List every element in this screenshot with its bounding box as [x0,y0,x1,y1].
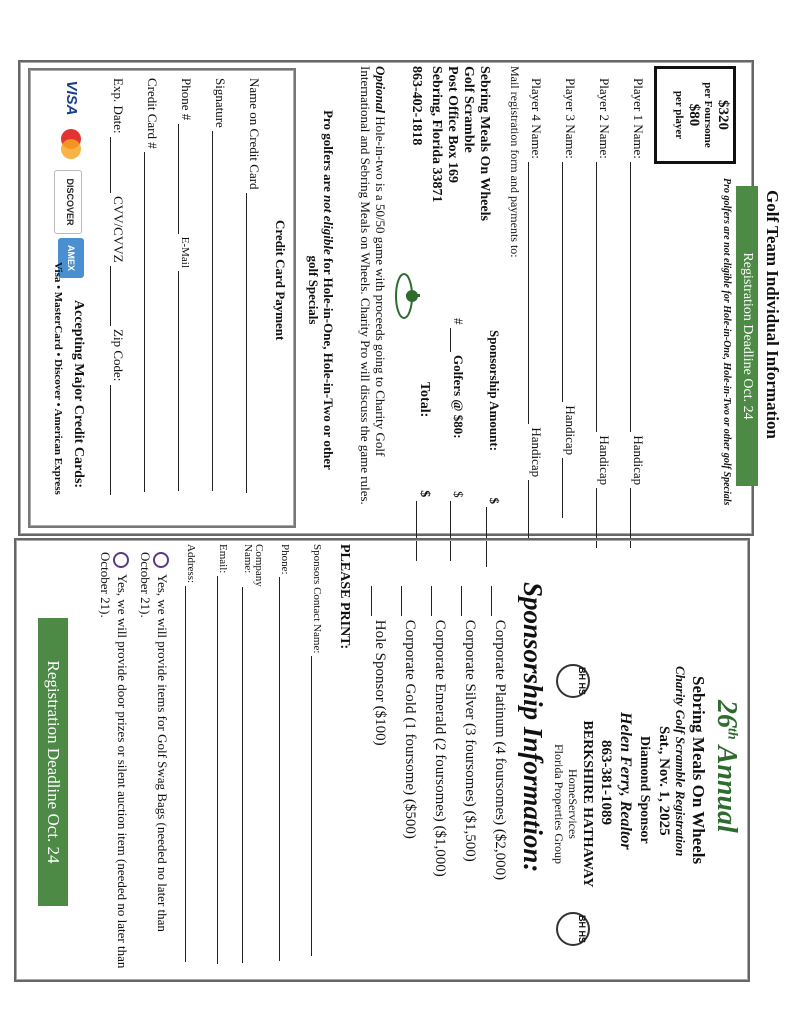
company-name-label: Company Name: [242,544,265,587]
event-date: Sat., Nov. 1, 2025 [656,726,672,836]
contact-phone-label: Phone: [279,544,291,575]
level-row-3 [431,586,448,877]
player-3-name-field[interactable] [562,162,577,402]
player-4-label: Player 4 Name: [529,78,544,159]
pro-repeat-a: Pro golfers are [321,110,336,192]
swag-option-text: Yes, we will provide items for Golf Swag Bags (needed no later than October 21). [137,552,170,932]
contact-email-row [217,544,232,964]
golf-logo [394,272,422,320]
sponsor-phone: 863-381-1089 [598,740,614,825]
sponsorship-dollar: $ [487,497,502,505]
pro-notice-repeat [306,100,336,480]
player-2-label: Player 2 Name: [597,78,612,159]
sponsor-name: Helen Ferry, Realtor [617,712,634,850]
player-2-name-field[interactable] [596,162,611,432]
option-door-prize[interactable] [98,552,130,972]
right-deadline-bar [38,618,68,906]
annual-number: 26 [711,700,742,728]
company-line-3: Florida Properties Group [552,744,566,864]
player-4-handicap-field[interactable] [528,480,543,540]
cc-exp-row [110,78,126,495]
price-box [654,66,736,164]
foursome-label: per Foursome [702,82,714,148]
level-1-label: Corporate Platinum (4 foursomes) ($2,000) [492,619,508,881]
sponsorship-heading: Sponsorship Information: [518,582,548,873]
optional-word: Optional [373,66,388,113]
golfers-count-field[interactable] [450,328,465,352]
level-row-1 [491,586,508,880]
cc-phone-row [178,78,194,491]
contact-email-label: Email: [217,544,229,574]
level-5-field[interactable] [371,586,386,616]
foursome-price: $320 [715,100,731,130]
total-label: Total: [417,382,432,418]
contact-phone-row [279,544,294,961]
accepting-title: Accepting Major Credit Cards: [71,300,86,489]
player-3-label: Player 3 Name: [563,78,578,159]
discover-logo: DISCOVER [54,170,82,234]
contact-address-row [185,544,200,962]
bhhs-logo-left: BH HS [556,664,590,698]
pro-repeat-b: for Hole-in-One, Hole-in-Two or other golf Specials [306,255,336,470]
cc-name-field[interactable] [246,193,261,493]
optional-text: Hole-in-two is a 50/50 game with proceeds going to Charity Golf International and Sebring Meals on Wheels. Charity Pro will discuss the game rules. [358,66,388,505]
door-prize-option-text: Yes, we will provide door prizes or silent auction item (needed no later than October 21). [97,552,130,969]
contact-name-label: Sponsors Contact Name: [311,544,323,654]
contact-address-label: Address: [185,544,197,584]
level-row-5 [371,586,388,746]
player-3-handicap-field[interactable] [562,458,577,518]
cc-exp-label: Exp. Date: [111,78,126,134]
company-block [552,704,594,904]
player-3-row [562,78,578,518]
sponsorship-amount-row [486,330,502,567]
address-line-3: Post Office Box 169 [445,66,460,184]
level-3-field[interactable] [431,586,446,616]
player-1-handicap: Handicap [631,435,646,486]
golfers-hash: # [451,318,466,325]
address-line-2: Golf Scramble [461,66,476,153]
cc-name-label: Name on Credit Card [247,78,262,190]
mailing-address [408,66,492,221]
pro-repeat-not: not eligible [321,195,336,255]
cc-phone-label: Phone # [179,78,194,121]
cc-phone-field[interactable] [178,124,193,234]
level-2-field[interactable] [461,586,476,616]
right-deadline-text: Registration Deadline Oct. 24 [44,660,63,864]
contact-name-row [311,544,326,956]
cc-email-field[interactable] [178,271,193,491]
golfers-dollar: $ [451,491,466,498]
cc-email-label: E-Mail [179,236,191,268]
golfers-row [450,318,466,561]
contact-email-field[interactable] [217,576,232,964]
accepting-list: Visa • MasterCard • Discover • American Express [52,262,64,495]
cc-signature-row [212,78,228,491]
player-4-name-field[interactable] [528,162,543,424]
optional-paragraph [358,66,388,516]
player-2-row [596,78,612,548]
total-row [416,382,432,561]
player-price: $80 [686,103,702,127]
golfers-label: Golfers @ $80: [451,355,466,439]
cc-cvv-field[interactable] [110,266,125,326]
sponsorship-amount-label: Sponsorship Amount: [487,330,502,452]
address-line-4: Sebring, Florida 33871 [429,66,444,203]
cc-signature-label: Signature [213,78,228,128]
please-print: PLEASE PRINT: [337,544,352,650]
player-4-handicap: Handicap [529,427,544,478]
annual-suffix: th [724,728,740,740]
left-deadline-text: Registration Deadline Oct. 24 [740,252,755,420]
cc-name-row [246,78,262,493]
player-4-row [528,78,544,540]
event-name: Charity Golf Scramble Registration [673,666,688,857]
player-3-handicap: Handicap [563,405,578,456]
annual-word: Annual [711,745,742,833]
mastercard-logo [58,124,84,164]
cc-card-label: Credit Card # [145,78,160,149]
swag-radio-icon[interactable] [153,552,169,568]
company-name-row [242,544,264,963]
visa-logo: VISA [58,78,84,118]
company-line-1: BERKSHIRE HATHAWAY [580,720,595,888]
annual-heading [710,700,742,833]
cc-card-row [144,78,160,492]
total-dollar: $ [417,490,432,498]
cc-exp-field[interactable] [110,137,125,193]
cc-card-field[interactable] [144,152,159,492]
player-2-handicap: Handicap [597,435,612,486]
cc-title: Credit Card Payment [273,220,288,341]
pro-notice-top: Pro golfers are not eligible for Hole-in-One, Hole-in-Two or other golf Specials [721,178,732,506]
address-line-1: Sebring Meals On Wheels [477,66,492,221]
door-prize-radio-icon[interactable] [113,552,129,568]
company-line-2: HomeServices [566,769,580,839]
level-1-field[interactable] [491,586,506,616]
contact-name-field[interactable] [311,656,326,956]
level-3-label: Corporate Emerald (2 foursomes) ($1,000) [432,619,448,877]
org-name: Sebring Meals On Wheels [689,676,708,865]
cc-zip-label: Zip Code: [111,329,126,382]
mail-intro: Mail registration form and payments to: [508,66,522,258]
cc-signature-field[interactable] [212,131,227,491]
company-name-field[interactable] [242,587,257,963]
bhhs-logo-right: BH HS [556,912,590,946]
contact-address-field[interactable] [185,586,200,962]
player-1-row [630,78,646,548]
level-row-4 [401,586,418,839]
level-4-field[interactable] [401,586,416,616]
level-4-label: Corporate Gold (1 foursome) ($500) [402,619,418,839]
cc-cvv-label: CVV/CVVZ [111,196,126,263]
option-swag[interactable] [138,552,170,972]
player-1-label: Player 1 Name: [631,78,646,159]
level-2-label: Corporate Silver (3 foursomes) ($1,500) [462,619,478,862]
player-1-name-field[interactable] [630,162,645,432]
cc-zip-field[interactable] [110,385,125,495]
contact-phone-field[interactable] [279,577,294,961]
level-5-label: Hole Sponsor ($100) [372,619,388,746]
diamond-sponsor: Diamond Sponsor [637,736,652,844]
level-row-2 [461,586,478,862]
left-deadline-bar [736,186,758,486]
address-line-5: 863-402-1818 [409,66,424,146]
player-label: per player [673,90,685,140]
golf-team-title: Golf Team Individual Information [763,190,782,439]
amex-logo: AMEX [58,238,84,278]
